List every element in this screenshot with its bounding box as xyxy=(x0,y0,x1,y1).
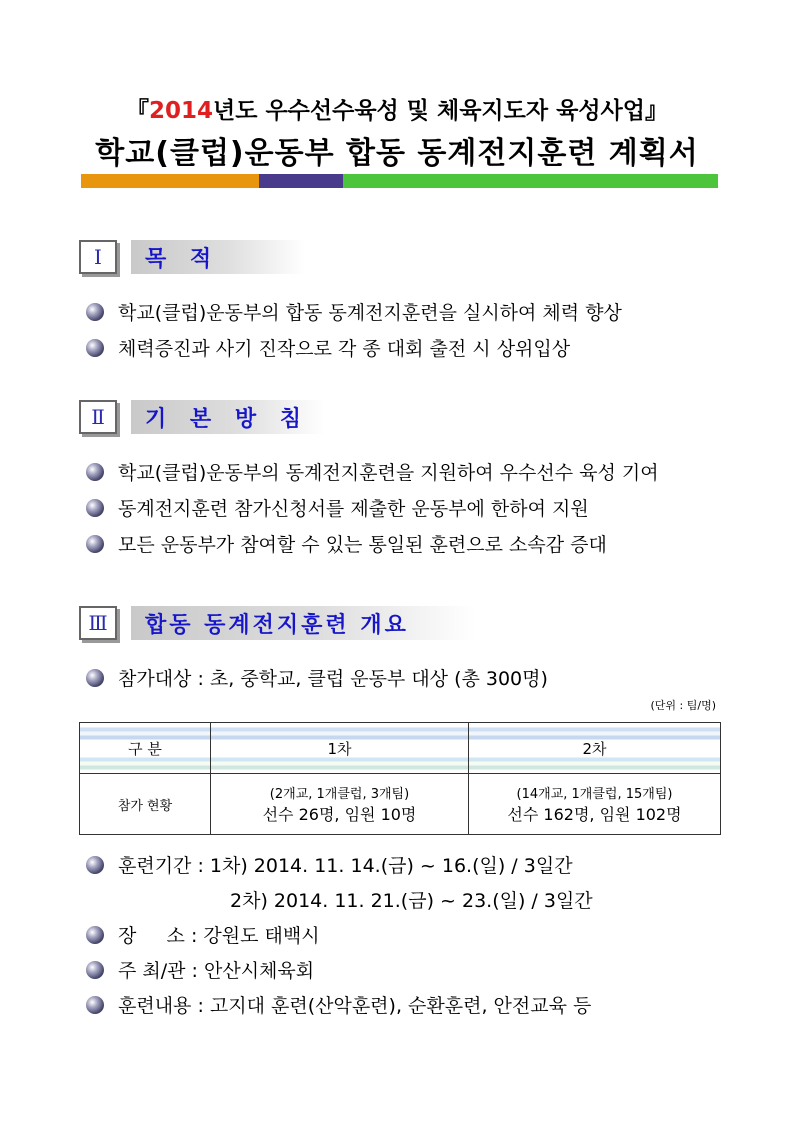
section-1-item-2: 체력증진과 사기 진작으로 각 종 대회 출전 시 상위입상 xyxy=(118,338,571,360)
divider-orange xyxy=(81,174,259,188)
section-2-item-2: 동계전지훈련 참가신청서를 제출한 운동부에 한하여 지원 xyxy=(118,498,589,520)
section-1-item-1: 학교(클럽)운동부의 합동 동계전지훈련을 실시하여 체력 향상 xyxy=(118,302,622,324)
title-year: 2014 xyxy=(149,98,214,124)
detail-content: 훈련내용 : 고지대 훈련(산악훈련), 순환훈련, 안전교육 등 xyxy=(118,995,592,1017)
cell-round-1 xyxy=(211,774,469,835)
list-item xyxy=(86,458,659,485)
bullet-icon xyxy=(86,303,104,321)
bullet-icon xyxy=(86,669,104,687)
document-subtitle: 학교(클럽)운동부 합동 동계전지훈련 계획서 xyxy=(95,136,699,171)
cell-round-2-main: 선수 162명, 임원 102명 xyxy=(507,805,682,824)
detail-period-2: 2차) 2014. 11. 21.(금) ~ 23.(일) / 3일간 xyxy=(230,890,593,912)
bullet-icon xyxy=(86,463,104,481)
section-2-title: 기 본 방 침 xyxy=(131,400,325,434)
list-item xyxy=(86,530,607,557)
section-3-header xyxy=(79,606,475,640)
bullet-icon xyxy=(86,926,104,944)
bullet-icon xyxy=(86,499,104,517)
header-cell-round-1: 1차 xyxy=(211,723,469,774)
section-1-title: 목 적 xyxy=(131,240,305,274)
section-2-number: Ⅱ xyxy=(79,400,117,434)
title-open-bracket: 『 xyxy=(126,98,149,124)
section-1-number: Ⅰ xyxy=(79,240,117,274)
list-item xyxy=(86,921,320,948)
section-3-item-1: 참가대상 : 초, 중학교, 클럽 운동부 대상 (총 300명) xyxy=(118,668,548,690)
list-item xyxy=(86,664,548,691)
list-item xyxy=(86,991,591,1018)
section-2-item-3: 모든 운동부가 참여할 수 있는 통일된 훈련으로 소속감 증대 xyxy=(118,534,607,556)
section-3-title: 합동 동계전지훈련 개요 xyxy=(131,606,475,640)
title-rest: 년도 우수선수육성 및 체육지도자 육성사업』 xyxy=(213,98,668,124)
cell-round-1-main: 선수 26명, 임원 10명 xyxy=(262,805,417,824)
bullet-icon xyxy=(86,535,104,553)
list-item xyxy=(86,494,589,521)
header-cell-round-2: 2차 xyxy=(469,723,721,774)
document-title xyxy=(0,92,794,125)
participation-table xyxy=(79,722,721,835)
list-item xyxy=(86,298,622,325)
cell-round-1-sub: (2개교, 1개클럽, 3개팀) xyxy=(269,787,410,802)
cell-round-2-sub: (14개교, 1개클럽, 15개팀) xyxy=(516,787,673,802)
divider-green xyxy=(343,174,718,188)
cell-round-2 xyxy=(469,774,721,835)
bullet-icon xyxy=(86,339,104,357)
list-item xyxy=(230,886,593,913)
divider-purple xyxy=(259,174,343,188)
row-label: 참가 현황 xyxy=(80,774,211,835)
bullet-icon xyxy=(86,961,104,979)
section-1-header xyxy=(79,240,305,274)
title-divider xyxy=(81,174,718,188)
list-item xyxy=(86,851,573,878)
detail-location: 장 소 : 강원도 태백시 xyxy=(118,925,320,947)
bullet-icon xyxy=(86,996,104,1014)
table-header-row xyxy=(80,723,721,774)
detail-organizer: 주 최/관 : 안산시체육회 xyxy=(118,960,315,982)
section-2-header xyxy=(79,400,325,434)
section-3-number: Ⅲ xyxy=(79,606,117,640)
section-2-item-1: 학교(클럽)운동부의 동계전지훈련을 지원하여 우수선수 육성 기여 xyxy=(118,462,659,484)
list-item xyxy=(86,334,570,361)
detail-period-1: 훈련기간 : 1차) 2014. 11. 14.(금) ~ 16.(일) / 3일간 xyxy=(118,855,573,877)
bullet-icon xyxy=(86,856,104,874)
unit-note: (단위 : 팀/명) xyxy=(650,699,716,712)
list-item xyxy=(86,956,314,983)
header-cell-category: 구 분 xyxy=(80,723,211,774)
table-row xyxy=(80,774,721,835)
